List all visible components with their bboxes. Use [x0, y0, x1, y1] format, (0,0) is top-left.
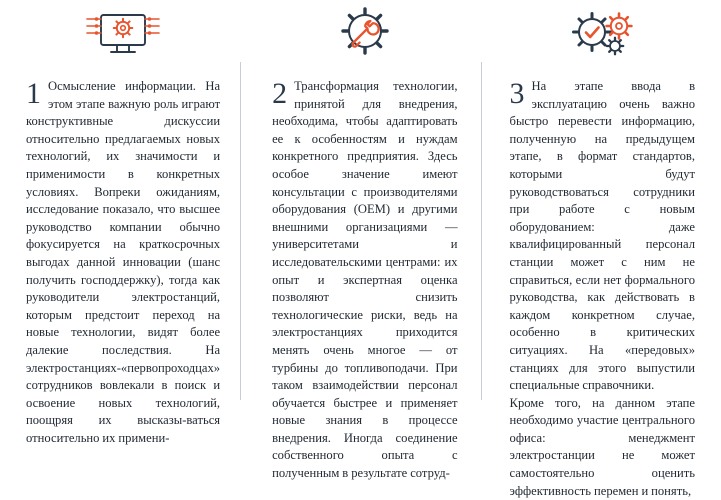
column-2-paragraph-1: Трансформация технологии, принятой для внедрения, необходима, чтобы адаптировать ее к особенностям и нуждам конкретного предприятия. Здесь особое значение имеют консультации с производителями оборудования (OEM) и другими внешними организациями — университетами и исследовательскими центрами: их опыт и экспертная оценка позволяют снизить технологические риски, ведь на электростанциях приходится менять очень многое — от турбины до топливоподачи. При таком взаимодействии персонал обучается быстрее и применяет новые знания в процессе внедрения. Иногда соединение собственного опыта с полученным в результате сотруд- — [272, 79, 458, 481]
article-column-2 — [246, 0, 483, 481]
column-1-paragraph-1: Осмысление информации. На этом этапе важную роль играют конструктивные дискуссии относительно предлагаемых новых технологий, их значимости и применимости в конкретных условиях. Вопреки ожиданиям, исследование показало, что высшее руководство компании обычно фокусируется на краткосрочных выгодах данной инновации (шанс получить господдержку), тогда как руководители электростанций, которым предстоит переход на новые технологии, видят более далекие последствия. На электростанциях-«первопроходцах» сотрудников вовлекали в поиск и освоение новых технологий, поощряя их высказы-ваться относительно их примени- — [26, 79, 221, 445]
monitor-gear-icon — [26, 0, 220, 62]
column-3-paragraph-2: Кроме того, на данном этапе необходимо участие центрального офиса: менеджмент электростанции не может самостоятельно оценить эффективность перемен и понять, — [509, 395, 696, 498]
column-3-body — [510, 62, 695, 500]
step-number-2: 2 — [272, 77, 288, 110]
column-2-body — [272, 62, 457, 483]
article-column-1 — [0, 0, 246, 445]
column-1-body — [26, 62, 220, 447]
gears-check-icon — [510, 0, 695, 62]
step-number-1: 1 — [26, 77, 41, 110]
column-3-paragraph-1: На этапе ввода в эксплуатацию очень важно быстро перевести информацию, полученную на предыдущем этапе, в формат стандартов, которыми будут руководствоваться сотрудники при работе с новым оборудованием: даже квалифицированный персонал станции может с ним не справиться, если нет формального руководства, как действовать в каждом конкретном случае, особенно в критических ситуациях. На «передовых» станциях для этого выпустили специальные справочники. — [509, 79, 696, 393]
step-number-3: 3 — [509, 77, 525, 110]
gear-wrench-icon — [272, 0, 457, 62]
article-column-3 — [484, 0, 721, 498]
